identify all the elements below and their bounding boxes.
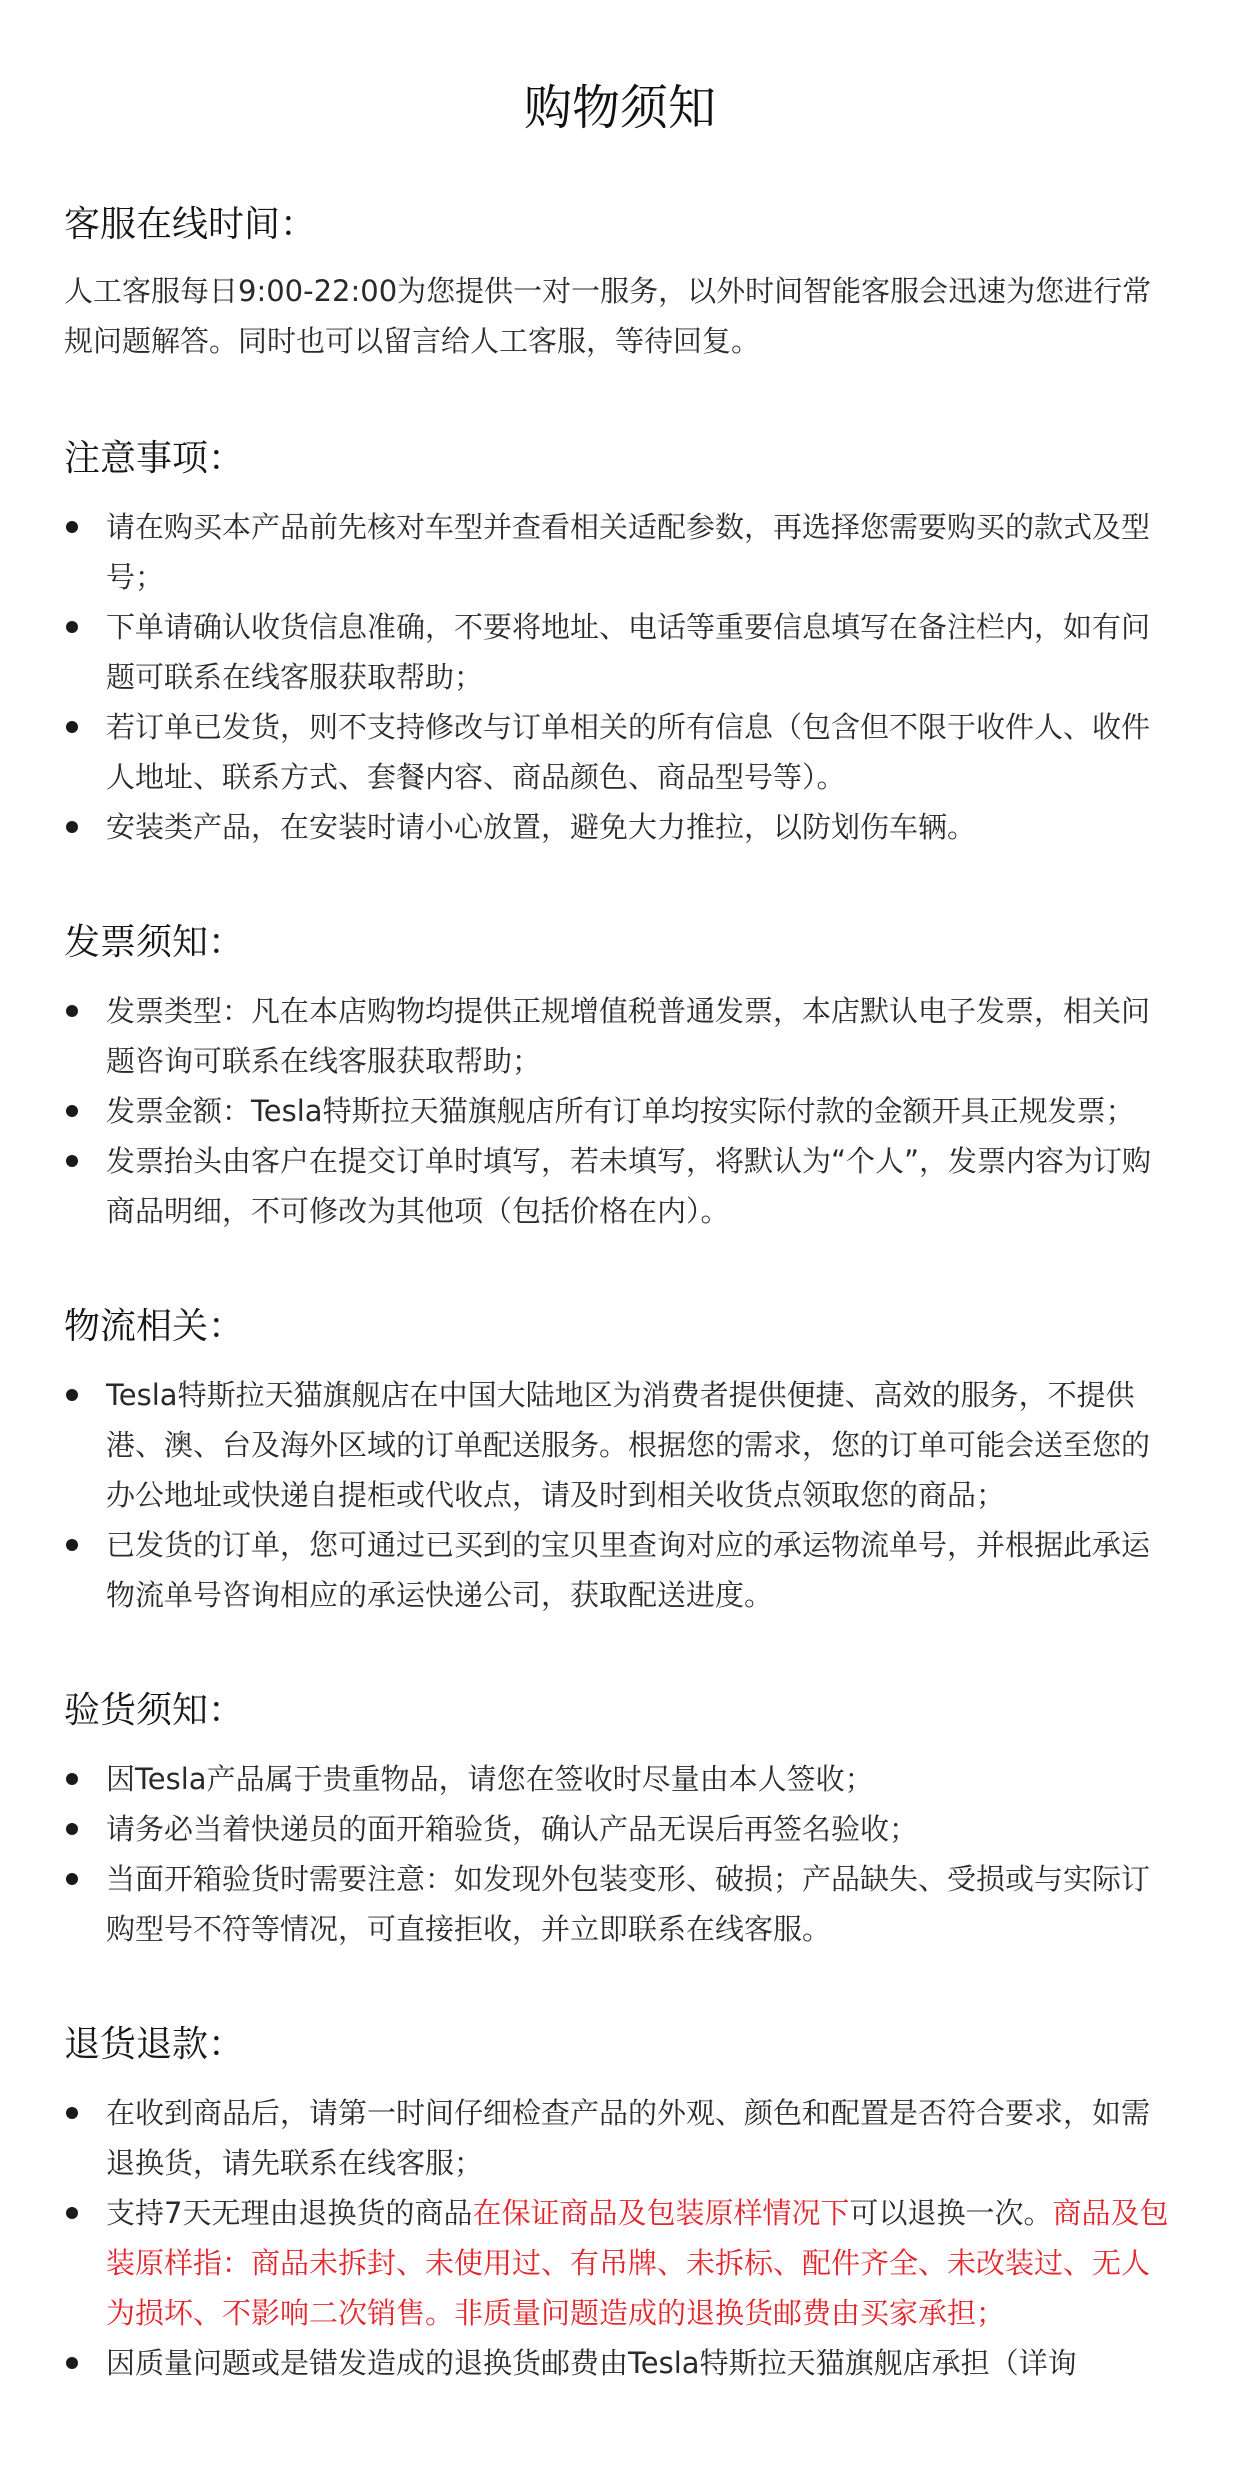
list-item [64,1854,1176,1954]
list-item-text: 可以退换一次。 [849,2196,1053,2230]
service-hours-heading: 客服在线时间： [64,204,317,245]
list-item-text: 当面开箱验货时需要注意：如发现外包装变形、破损；产品缺失、受损或与实际订购型号不符等情况，可直接拒收，并立即联系在线客服。 [106,1862,1151,1946]
notes-section [64,436,1176,852]
logistics-section [64,1304,1176,1620]
bullet-dot-icon [66,1539,78,1551]
list-item [64,986,1176,1086]
bullet-dot-icon [66,1773,78,1785]
service-hours-section [64,202,1176,366]
list-item [64,702,1176,802]
list-item [64,1754,1176,1804]
list-item [64,1520,1176,1620]
invoice-list [64,986,1176,1236]
list-item [64,602,1176,702]
list-item [64,1804,1176,1854]
bullet-dot-icon [66,1105,78,1117]
bullet-dot-icon [66,2357,78,2369]
list-item-text: 发票类型：凡在本店购物均提供正规增值税普通发票，本店默认电子发票，相关问题咨询可联系在线客服获取帮助； [106,994,1151,1078]
bullet-dot-icon [66,1389,78,1401]
list-item-text: 请务必当着快递员的面开箱验货，确认产品无误后再签名验收； [106,1812,919,1846]
logistics-heading: 物流相关： [64,1306,245,1347]
bullet-dot-icon [66,521,78,533]
bullet-dot-icon [66,721,78,733]
inspection-section [64,1688,1176,1954]
bullet-dot-icon [66,621,78,633]
list-item [64,1136,1176,1236]
notes-list [64,502,1176,852]
list-item-text: 安装类产品，在安装时请小心放置，避免大力推拉，以防划伤车辆。 [106,810,977,844]
bullet-dot-icon [66,1005,78,1017]
list-item [64,802,1176,852]
list-item-text: 下单请确认收货信息准确，不要将地址、电话等重要信息填写在备注栏内，如有问题可联系在线客服获取帮助； [106,610,1151,694]
list-item [64,502,1176,602]
bullet-dot-icon [66,1873,78,1885]
returns-list [64,2088,1176,2388]
page-title: 购物须知 [523,80,716,136]
list-item [64,1086,1176,1136]
bullet-dot-icon [66,821,78,833]
list-item-text: 支持7天无理由退换货的商品 [106,2196,473,2230]
notes-heading: 注意事项： [64,438,245,479]
bullet-dot-icon [66,1155,78,1167]
list-item-text: 因Tesla产品属于贵重物品，请您在签收时尽量由本人签收； [106,1762,874,1796]
highlight-text: 在保证商品及包装原样情况下 [472,2196,850,2230]
returns-section [64,2022,1176,2388]
inspection-list [64,1754,1176,1954]
list-item [64,2188,1176,2338]
returns-heading: 退货退款： [64,2024,245,2065]
list-item-text: 发票抬头由客户在提交订单时填写，若未填写，将默认为“个人”，发票内容为订购商品明细，不可修改为其他项（包括价格在内）。 [106,1144,1152,1228]
list-item-text: 发票金额：Tesla特斯拉天猫旗舰店所有订单均按实际付款的金额开具正规发票； [106,1094,1135,1128]
bullet-dot-icon [66,1823,78,1835]
list-item-text: 若订单已发货，则不支持修改与订单相关的所有信息（包含但不限于收件人、收件人地址、联系方式、套餐内容、商品颜色、商品型号等）。 [106,710,1151,794]
list-item [64,1370,1176,1520]
list-item-text: 请在购买本产品前先核对车型并查看相关适配参数，再选择您需要购买的款式及型号； [106,510,1151,594]
inspection-heading: 验货须知： [64,1690,245,1731]
highlight-text: 商品及包装原样指：商品未拆封、未使用过、有吊牌、未拆标、配件齐全、未改装过、无人为损坏、不影响二次销售。非质量问题造成的退换货邮费由买家承担； [106,2196,1169,2330]
service-hours-text: 人工客服每日9:00-22:00为您提供一对一服务，以外时间智能客服会迅速为您进行常规问题解答。同时也可以留言给人工客服，等待回复。 [64,274,1152,358]
list-item [64,2088,1176,2188]
invoice-section [64,920,1176,1236]
invoice-heading: 发票须知： [64,922,245,963]
bullet-dot-icon [66,2107,78,2119]
list-item [64,2338,1176,2388]
logistics-list [64,1370,1176,1620]
list-item-text: 已发货的订单，您可通过已买到的宝贝里查询对应的承运物流单号，并根据此承运物流单号咨询相应的承运快递公司，获取配送进度。 [106,1528,1151,1612]
bullet-dot-icon [66,2207,78,2219]
list-item-text: 在收到商品后，请第一时间仔细检查产品的外观、颜色和配置是否符合要求，如需退换货，请先联系在线客服； [106,2096,1151,2180]
list-item-text: 因质量问题或是错发造成的退换货邮费由Tesla特斯拉天猫旗舰店承担（详询 [106,2346,1077,2380]
list-item-text: Tesla特斯拉天猫旗舰店在中国大陆地区为消费者提供便捷、高效的服务，不提供港、澳、台及海外区域的订单配送服务。根据您的需求，您的订单可能会送至您的办公地址或快递自提柜或代收点，请及时到相关收货点领取您的商品； [106,1378,1151,1512]
